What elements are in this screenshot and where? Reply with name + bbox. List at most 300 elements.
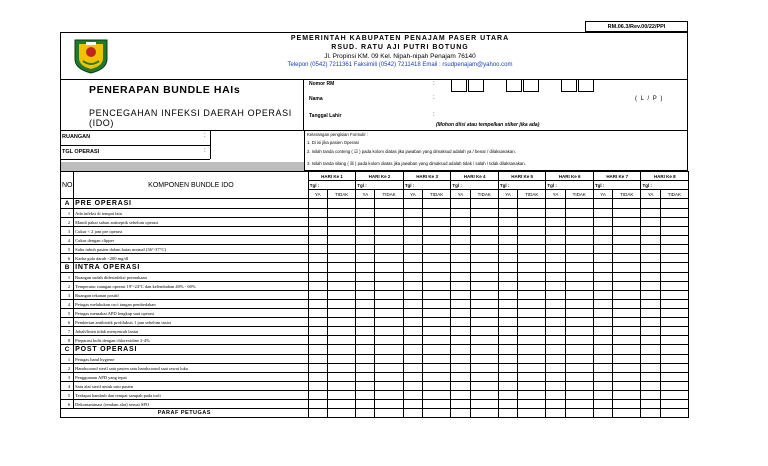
check-cell[interactable]	[660, 227, 688, 236]
check-cell[interactable]	[498, 218, 517, 227]
check-cell[interactable]	[518, 336, 546, 345]
check-cell[interactable]	[641, 327, 660, 336]
check-cell[interactable]	[546, 209, 565, 218]
check-cell[interactable]	[451, 382, 470, 391]
check-cell[interactable]	[470, 373, 498, 382]
day-date-field[interactable]: Tgl :	[546, 181, 594, 190]
check-cell[interactable]	[451, 218, 470, 227]
check-cell[interactable]	[498, 245, 517, 254]
check-cell[interactable]	[356, 391, 375, 400]
day-date-field[interactable]: Tgl :	[403, 181, 451, 190]
check-cell[interactable]	[660, 400, 688, 409]
check-cell[interactable]	[375, 300, 403, 309]
check-cell[interactable]	[470, 300, 498, 309]
check-cell[interactable]	[308, 327, 327, 336]
check-cell[interactable]	[403, 273, 422, 282]
check-cell[interactable]	[403, 254, 422, 263]
check-cell[interactable]	[375, 309, 403, 318]
check-cell[interactable]	[423, 336, 451, 345]
check-cell[interactable]	[593, 254, 612, 263]
check-cell[interactable]	[498, 227, 517, 236]
check-cell[interactable]	[613, 400, 641, 409]
check-cell[interactable]	[470, 345, 498, 355]
check-cell[interactable]	[356, 364, 375, 373]
check-cell[interactable]	[546, 382, 565, 391]
check-cell[interactable]	[375, 336, 403, 345]
check-cell[interactable]	[546, 336, 565, 345]
check-cell[interactable]	[470, 336, 498, 345]
check-cell[interactable]	[308, 263, 327, 273]
check-cell[interactable]	[356, 263, 375, 273]
day-date-field[interactable]: Tgl :	[498, 181, 546, 190]
check-cell[interactable]	[451, 254, 470, 263]
check-cell[interactable]	[565, 245, 593, 254]
check-cell[interactable]	[518, 345, 546, 355]
check-cell[interactable]	[498, 254, 517, 263]
check-cell[interactable]	[403, 218, 422, 227]
check-cell[interactable]	[498, 327, 517, 336]
check-cell[interactable]	[375, 218, 403, 227]
check-cell[interactable]	[641, 254, 660, 263]
check-cell[interactable]	[423, 409, 451, 418]
check-cell[interactable]	[451, 318, 470, 327]
check-cell[interactable]	[546, 263, 565, 273]
check-cell[interactable]	[518, 382, 546, 391]
check-cell[interactable]	[327, 382, 355, 391]
check-cell[interactable]	[613, 236, 641, 245]
check-cell[interactable]	[593, 300, 612, 309]
check-cell[interactable]	[546, 236, 565, 245]
check-cell[interactable]	[451, 236, 470, 245]
check-cell[interactable]	[613, 218, 641, 227]
check-cell[interactable]	[546, 409, 565, 418]
check-cell[interactable]	[423, 245, 451, 254]
check-cell[interactable]	[451, 309, 470, 318]
check-cell[interactable]	[375, 409, 403, 418]
check-cell[interactable]	[375, 209, 403, 218]
check-cell[interactable]	[375, 199, 403, 209]
check-cell[interactable]	[470, 409, 498, 418]
check-cell[interactable]	[403, 373, 422, 382]
check-cell[interactable]	[403, 199, 422, 209]
check-cell[interactable]	[327, 218, 355, 227]
check-cell[interactable]	[565, 382, 593, 391]
check-cell[interactable]	[565, 218, 593, 227]
check-cell[interactable]	[518, 309, 546, 318]
check-cell[interactable]	[546, 300, 565, 309]
check-cell[interactable]	[565, 336, 593, 345]
check-cell[interactable]	[546, 345, 565, 355]
check-cell[interactable]	[593, 318, 612, 327]
check-cell[interactable]	[403, 263, 422, 273]
check-cell[interactable]	[403, 282, 422, 291]
check-cell[interactable]	[470, 218, 498, 227]
check-cell[interactable]	[518, 300, 546, 309]
check-cell[interactable]	[308, 209, 327, 218]
check-cell[interactable]	[375, 227, 403, 236]
check-cell[interactable]	[613, 327, 641, 336]
check-cell[interactable]	[423, 273, 451, 282]
check-cell[interactable]	[518, 409, 546, 418]
check-cell[interactable]	[451, 345, 470, 355]
check-cell[interactable]	[423, 209, 451, 218]
check-cell[interactable]	[423, 355, 451, 364]
check-cell[interactable]	[451, 364, 470, 373]
check-cell[interactable]	[356, 227, 375, 236]
check-cell[interactable]	[518, 263, 546, 273]
check-cell[interactable]	[593, 400, 612, 409]
check-cell[interactable]	[375, 291, 403, 300]
check-cell[interactable]	[593, 345, 612, 355]
check-cell[interactable]	[613, 254, 641, 263]
check-cell[interactable]	[546, 245, 565, 254]
check-cell[interactable]	[403, 327, 422, 336]
check-cell[interactable]	[613, 373, 641, 382]
check-cell[interactable]	[308, 336, 327, 345]
check-cell[interactable]	[470, 400, 498, 409]
check-cell[interactable]	[308, 291, 327, 300]
check-cell[interactable]	[423, 373, 451, 382]
rm-digit-box[interactable]	[578, 80, 594, 92]
check-cell[interactable]	[375, 364, 403, 373]
check-cell[interactable]	[613, 364, 641, 373]
check-cell[interactable]	[565, 309, 593, 318]
check-cell[interactable]	[451, 409, 470, 418]
check-cell[interactable]	[613, 300, 641, 309]
check-cell[interactable]	[593, 218, 612, 227]
check-cell[interactable]	[451, 373, 470, 382]
check-cell[interactable]	[641, 291, 660, 300]
check-cell[interactable]	[518, 400, 546, 409]
check-cell[interactable]	[356, 273, 375, 282]
check-cell[interactable]	[546, 309, 565, 318]
check-cell[interactable]	[403, 391, 422, 400]
check-cell[interactable]	[593, 273, 612, 282]
check-cell[interactable]	[593, 227, 612, 236]
check-cell[interactable]	[470, 199, 498, 209]
check-cell[interactable]	[308, 236, 327, 245]
check-cell[interactable]	[498, 345, 517, 355]
check-cell[interactable]	[327, 327, 355, 336]
check-cell[interactable]	[356, 409, 375, 418]
check-cell[interactable]	[327, 199, 355, 209]
check-cell[interactable]	[660, 300, 688, 309]
check-cell[interactable]	[565, 345, 593, 355]
check-cell[interactable]	[641, 227, 660, 236]
check-cell[interactable]	[498, 409, 517, 418]
check-cell[interactable]	[423, 254, 451, 263]
check-cell[interactable]	[423, 345, 451, 355]
check-cell[interactable]	[470, 254, 498, 263]
check-cell[interactable]	[613, 227, 641, 236]
check-cell[interactable]	[660, 336, 688, 345]
check-cell[interactable]	[327, 309, 355, 318]
check-cell[interactable]	[641, 318, 660, 327]
check-cell[interactable]	[565, 373, 593, 382]
check-cell[interactable]	[308, 364, 327, 373]
check-cell[interactable]	[565, 291, 593, 300]
check-cell[interactable]	[423, 309, 451, 318]
check-cell[interactable]	[375, 245, 403, 254]
check-cell[interactable]	[451, 263, 470, 273]
check-cell[interactable]	[565, 236, 593, 245]
check-cell[interactable]	[423, 227, 451, 236]
check-cell[interactable]	[518, 391, 546, 400]
check-cell[interactable]	[613, 199, 641, 209]
check-cell[interactable]	[565, 273, 593, 282]
check-cell[interactable]	[375, 345, 403, 355]
check-cell[interactable]	[518, 254, 546, 263]
check-cell[interactable]	[375, 318, 403, 327]
check-cell[interactable]	[613, 355, 641, 364]
check-cell[interactable]	[327, 364, 355, 373]
check-cell[interactable]	[498, 263, 517, 273]
check-cell[interactable]	[356, 282, 375, 291]
check-cell[interactable]	[423, 327, 451, 336]
check-cell[interactable]	[375, 355, 403, 364]
check-cell[interactable]	[327, 254, 355, 263]
check-cell[interactable]	[375, 373, 403, 382]
check-cell[interactable]	[546, 282, 565, 291]
check-cell[interactable]	[356, 345, 375, 355]
check-cell[interactable]	[593, 373, 612, 382]
check-cell[interactable]	[565, 364, 593, 373]
check-cell[interactable]	[423, 382, 451, 391]
rm-digit-box[interactable]	[561, 80, 577, 92]
check-cell[interactable]	[308, 355, 327, 364]
check-cell[interactable]	[660, 382, 688, 391]
check-cell[interactable]	[593, 309, 612, 318]
check-cell[interactable]	[613, 209, 641, 218]
check-cell[interactable]	[660, 373, 688, 382]
day-date-field[interactable]: Tgl :	[356, 181, 404, 190]
check-cell[interactable]	[470, 263, 498, 273]
check-cell[interactable]	[641, 364, 660, 373]
check-cell[interactable]	[593, 327, 612, 336]
check-cell[interactable]	[451, 327, 470, 336]
check-cell[interactable]	[613, 345, 641, 355]
check-cell[interactable]	[403, 355, 422, 364]
check-cell[interactable]	[565, 327, 593, 336]
check-cell[interactable]	[451, 291, 470, 300]
check-cell[interactable]	[593, 391, 612, 400]
check-cell[interactable]	[641, 209, 660, 218]
check-cell[interactable]	[613, 245, 641, 254]
check-cell[interactable]	[518, 327, 546, 336]
check-cell[interactable]	[660, 318, 688, 327]
check-cell[interactable]	[356, 245, 375, 254]
check-cell[interactable]	[498, 400, 517, 409]
check-cell[interactable]	[660, 391, 688, 400]
check-cell[interactable]	[308, 318, 327, 327]
check-cell[interactable]	[546, 291, 565, 300]
check-cell[interactable]	[308, 199, 327, 209]
check-cell[interactable]	[641, 355, 660, 364]
check-cell[interactable]	[470, 273, 498, 282]
check-cell[interactable]	[451, 400, 470, 409]
check-cell[interactable]	[498, 282, 517, 291]
check-cell[interactable]	[613, 318, 641, 327]
check-cell[interactable]	[403, 227, 422, 236]
check-cell[interactable]	[613, 391, 641, 400]
check-cell[interactable]	[308, 409, 327, 418]
check-cell[interactable]	[498, 291, 517, 300]
check-cell[interactable]	[470, 227, 498, 236]
check-cell[interactable]	[660, 291, 688, 300]
check-cell[interactable]	[660, 273, 688, 282]
check-cell[interactable]	[356, 236, 375, 245]
check-cell[interactable]	[498, 209, 517, 218]
check-cell[interactable]	[356, 336, 375, 345]
check-cell[interactable]	[641, 309, 660, 318]
check-cell[interactable]	[356, 355, 375, 364]
check-cell[interactable]	[451, 300, 470, 309]
rm-digit-box[interactable]	[506, 80, 522, 92]
check-cell[interactable]	[613, 291, 641, 300]
check-cell[interactable]	[613, 282, 641, 291]
check-cell[interactable]	[403, 318, 422, 327]
day-date-field[interactable]: Tgl :	[641, 181, 689, 190]
check-cell[interactable]	[451, 227, 470, 236]
check-cell[interactable]	[451, 273, 470, 282]
check-cell[interactable]	[451, 209, 470, 218]
check-cell[interactable]	[327, 273, 355, 282]
check-cell[interactable]	[660, 199, 688, 209]
check-cell[interactable]	[593, 364, 612, 373]
check-cell[interactable]	[565, 300, 593, 309]
check-cell[interactable]	[660, 409, 688, 418]
check-cell[interactable]	[470, 282, 498, 291]
check-cell[interactable]	[375, 400, 403, 409]
check-cell[interactable]	[641, 282, 660, 291]
check-cell[interactable]	[641, 199, 660, 209]
check-cell[interactable]	[565, 409, 593, 418]
check-cell[interactable]	[518, 227, 546, 236]
check-cell[interactable]	[423, 391, 451, 400]
check-cell[interactable]	[660, 282, 688, 291]
check-cell[interactable]	[470, 364, 498, 373]
check-cell[interactable]	[498, 355, 517, 364]
check-cell[interactable]	[423, 318, 451, 327]
check-cell[interactable]	[660, 218, 688, 227]
check-cell[interactable]	[423, 263, 451, 273]
check-cell[interactable]	[498, 382, 517, 391]
check-cell[interactable]	[403, 236, 422, 245]
check-cell[interactable]	[518, 373, 546, 382]
check-cell[interactable]	[403, 209, 422, 218]
check-cell[interactable]	[375, 263, 403, 273]
check-cell[interactable]	[356, 400, 375, 409]
check-cell[interactable]	[546, 327, 565, 336]
check-cell[interactable]	[423, 364, 451, 373]
check-cell[interactable]	[498, 273, 517, 282]
check-cell[interactable]	[308, 300, 327, 309]
check-cell[interactable]	[546, 218, 565, 227]
check-cell[interactable]	[308, 245, 327, 254]
check-cell[interactable]	[593, 291, 612, 300]
check-cell[interactable]	[470, 355, 498, 364]
check-cell[interactable]	[423, 282, 451, 291]
check-cell[interactable]	[403, 364, 422, 373]
check-cell[interactable]	[613, 336, 641, 345]
check-cell[interactable]	[613, 409, 641, 418]
check-cell[interactable]	[498, 373, 517, 382]
check-cell[interactable]	[498, 309, 517, 318]
check-cell[interactable]	[641, 300, 660, 309]
check-cell[interactable]	[308, 391, 327, 400]
check-cell[interactable]	[518, 236, 546, 245]
check-cell[interactable]	[327, 227, 355, 236]
check-cell[interactable]	[641, 409, 660, 418]
check-cell[interactable]	[308, 400, 327, 409]
check-cell[interactable]	[546, 391, 565, 400]
check-cell[interactable]	[546, 199, 565, 209]
check-cell[interactable]	[423, 291, 451, 300]
check-cell[interactable]	[593, 236, 612, 245]
check-cell[interactable]	[327, 282, 355, 291]
check-cell[interactable]	[403, 382, 422, 391]
check-cell[interactable]	[327, 336, 355, 345]
check-cell[interactable]	[308, 282, 327, 291]
check-cell[interactable]	[375, 236, 403, 245]
check-cell[interactable]	[308, 273, 327, 282]
rm-digit-box[interactable]	[523, 80, 539, 92]
check-cell[interactable]	[451, 336, 470, 345]
check-cell[interactable]	[593, 409, 612, 418]
check-cell[interactable]	[565, 199, 593, 209]
check-cell[interactable]	[565, 355, 593, 364]
check-cell[interactable]	[518, 218, 546, 227]
check-cell[interactable]	[327, 209, 355, 218]
check-cell[interactable]	[546, 227, 565, 236]
check-cell[interactable]	[546, 355, 565, 364]
check-cell[interactable]	[593, 336, 612, 345]
check-cell[interactable]	[375, 273, 403, 282]
check-cell[interactable]	[423, 218, 451, 227]
check-cell[interactable]	[356, 291, 375, 300]
check-cell[interactable]	[660, 355, 688, 364]
check-cell[interactable]	[593, 282, 612, 291]
check-cell[interactable]	[308, 382, 327, 391]
check-cell[interactable]	[518, 291, 546, 300]
check-cell[interactable]	[451, 282, 470, 291]
check-cell[interactable]	[641, 263, 660, 273]
check-cell[interactable]	[470, 209, 498, 218]
check-cell[interactable]	[498, 391, 517, 400]
check-cell[interactable]	[375, 382, 403, 391]
check-cell[interactable]	[451, 391, 470, 400]
check-cell[interactable]	[660, 364, 688, 373]
check-cell[interactable]	[451, 245, 470, 254]
check-cell[interactable]	[660, 245, 688, 254]
rm-digit-box[interactable]	[451, 80, 467, 92]
check-cell[interactable]	[518, 199, 546, 209]
check-cell[interactable]	[308, 309, 327, 318]
check-cell[interactable]	[423, 400, 451, 409]
check-cell[interactable]	[498, 364, 517, 373]
check-cell[interactable]	[356, 254, 375, 263]
check-cell[interactable]	[660, 327, 688, 336]
check-cell[interactable]	[403, 291, 422, 300]
check-cell[interactable]	[546, 273, 565, 282]
check-cell[interactable]	[641, 345, 660, 355]
check-cell[interactable]	[546, 400, 565, 409]
check-cell[interactable]	[518, 282, 546, 291]
day-date-field[interactable]: Tgl :	[451, 181, 499, 190]
check-cell[interactable]	[498, 300, 517, 309]
check-cell[interactable]	[546, 254, 565, 263]
check-cell[interactable]	[546, 373, 565, 382]
